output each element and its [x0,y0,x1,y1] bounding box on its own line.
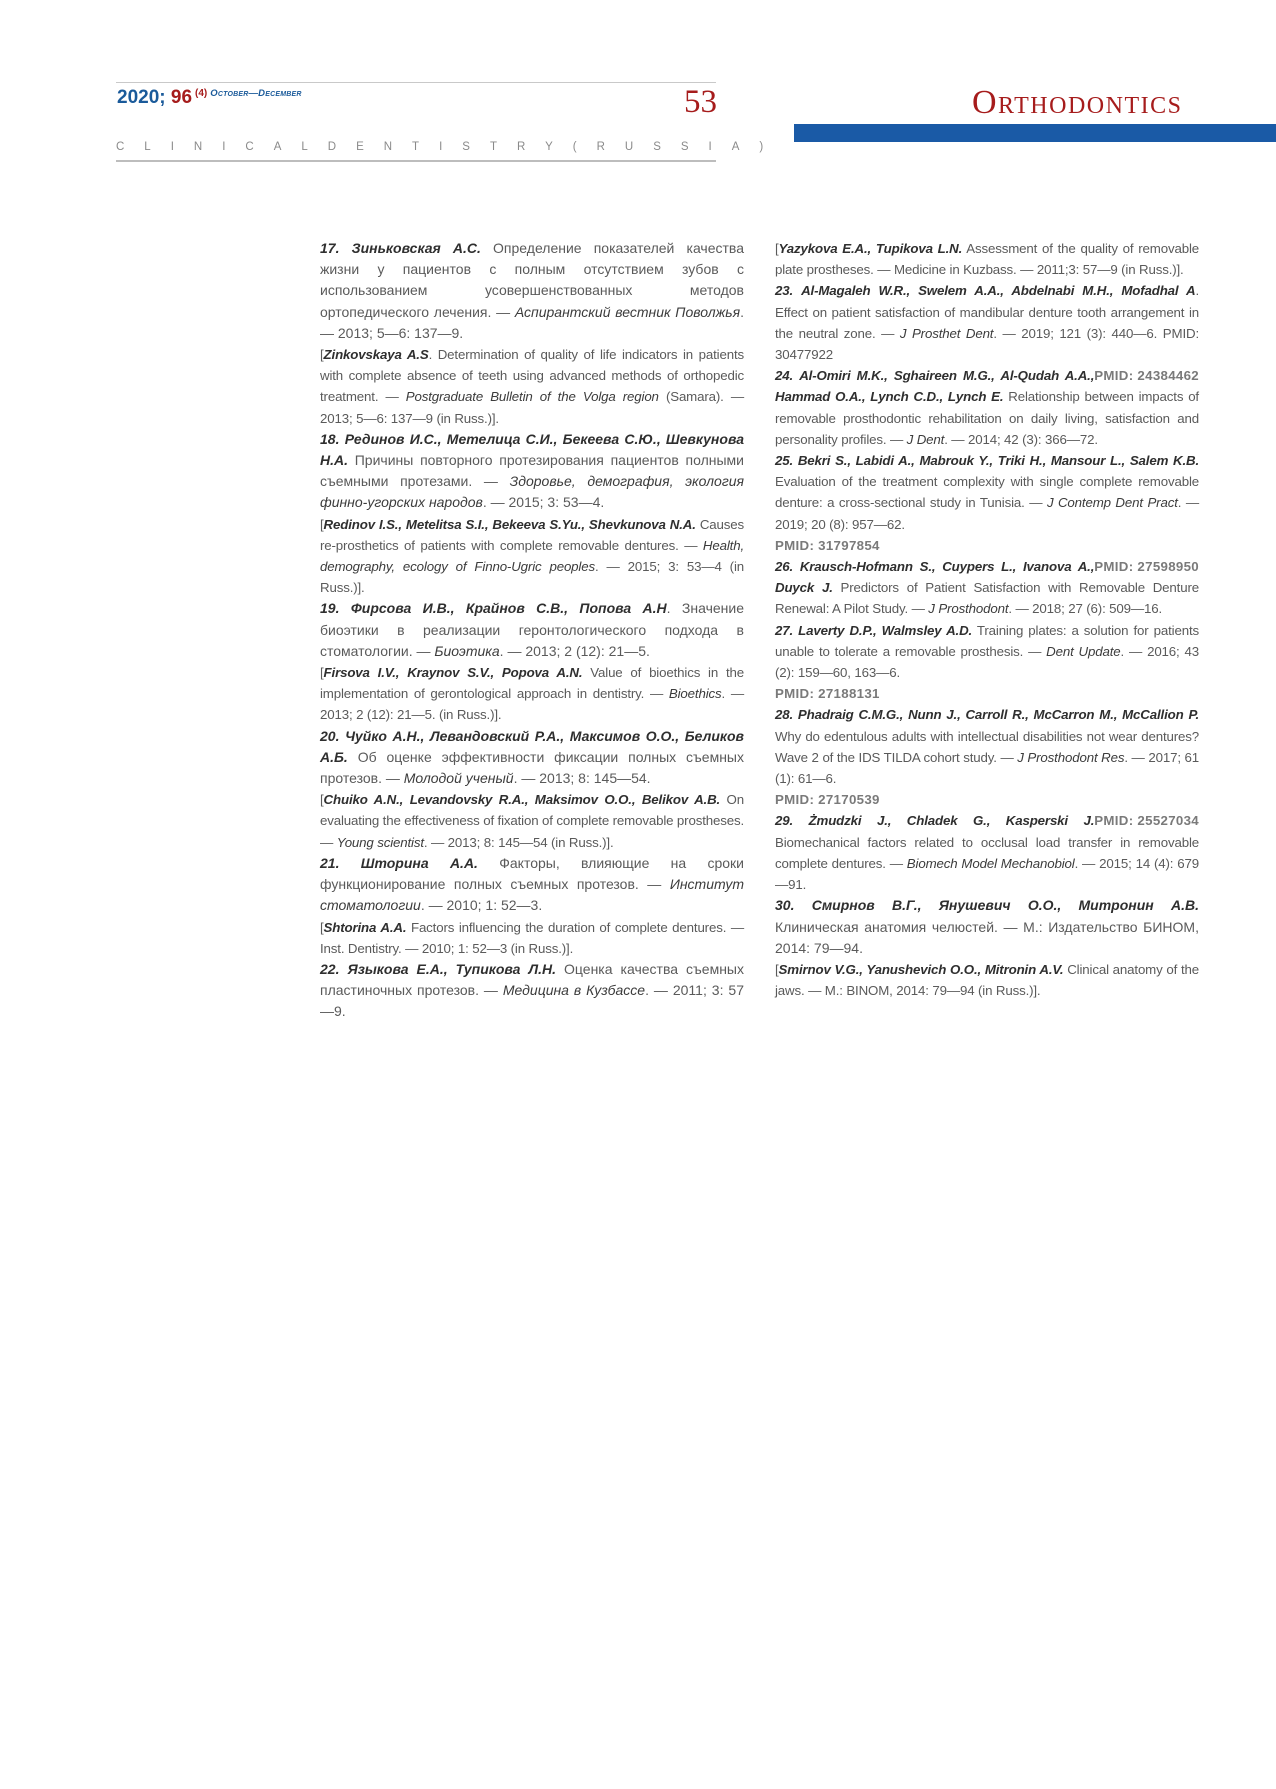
reference-authors: Bekri S., Labidi A., Mabrouk Y., Triki H., Mansour L., Salem K.B. [797,453,1199,469]
reference-source: Dent Update [1046,643,1121,659]
reference-authors: Фирсова И.В., Крайнов С.В., Попова А.Н [350,600,667,617]
reference-text: Клиническая анатомия челюстей. — М.: Издательство БИНОМ, 2014: 79—94. [775,918,1199,956]
header-bottom-rule [116,160,716,162]
reference-text: . Effect on patient satisfaction of mandibular denture tooth arrangement in the neutral zone. — [775,283,1200,341]
reference-entry [320,238,744,344]
reference-entry [320,959,744,1023]
reference-text: On evaluating the effectiveness of fixation of complete removable prostheses. — [320,792,745,850]
reference-source: Postgraduate Bulletin of the Volga region [405,389,659,405]
reference-entry [320,514,744,599]
reference-tail: . — 2018; 27 (6): 509—16. [1008,601,1163,617]
reference-number: 24. [775,368,794,384]
reference-number: 19. [320,600,340,617]
reference-number: 23. [775,283,794,299]
reference-tail: . — 2013; 5—6: 137—9. [320,303,744,341]
reference-tail: . — 2013; 2 (12): 21—5. (in Russ.)]. [320,686,744,723]
reference-authors: Шторина А.А. [360,854,478,871]
reference-entry [775,450,1199,556]
reference-bracket: [ [775,961,779,977]
reference-text: . Determination of quality of life indicators in patients with complete absence of teeth using advanced methods of orthopedic treatment. — [320,347,744,405]
reference-tail: . — 2015; 14 (4): 679—91. [775,855,1200,893]
reference-number: 27. [775,622,794,638]
reference-text: Why do edentulous adults with intellectual disabilities not wear dentures? Wave 2 of the IDS TILDA cohort study. — [775,728,1199,765]
reference-source: Аспирантский вестник Поволжья [514,303,741,320]
reference-authors: Зиньковская А.С. [351,240,481,256]
reference-number: 20. [320,727,340,744]
reference-text: Causes re-prosthetics of patients with complete removable dentures. — [320,516,745,553]
reference-pmid: PMID: 27188131 [775,686,880,702]
issue: (4) [195,87,208,99]
reference-entry [320,344,744,429]
reference-authors: Языкова Е.А., Тупикова Л.Н. [347,960,557,977]
reference-bracket: [ [775,241,779,256]
reference-authors: Смирнов В.Г., Янушевич О.О., Митронин А.В. [811,897,1199,914]
reference-entry [775,365,1199,450]
reference-entry [320,598,744,662]
reference-source: Young scientist [336,834,424,850]
reference-entry [775,280,1199,365]
reference-authors: Żmudzki J., Chladek G., Kasperski J. [808,813,1095,829]
reference-tail: . — 2013; 8: 145—54 (in Russ.)]. [423,834,614,850]
section-title: Orthodontics [972,84,1183,121]
reference-tail: . — 2019; 121 (3): 440—6. PMID: 30477922 [775,325,1199,363]
reference-entry [775,810,1199,895]
reference-source: Biomech Model Mechanobiol [906,855,1075,871]
reference-entry [775,704,1199,810]
reference-pmid: PMID: 27598950 [1094,559,1199,575]
reference-text: Определение показателей качества жизни у пациентов с полным отсутствием зубов с использованием усовершенствованных методов ортопедического лечения. — [320,240,744,320]
reference-source: Здоровье, демография, экология финно-угорских народов [320,473,744,511]
references-left-column [320,238,744,1023]
reference-number: 30. [775,897,795,914]
reference-tail: . — 2013; 2 (12): 21—5. [499,642,650,659]
volume: 96 [170,87,193,108]
reference-text: Biomechanical factors related to occlusal load transfer in removable complete dentures. — [775,834,1199,871]
reference-tail: . — 2014; 42 (3): 366—72. [944,431,1098,447]
reference-authors: Krausch-Hofmann S., Cuypers L., Ivanova A., Duyck J. [775,559,1095,596]
reference-text: Причины повторного протезирования пациентов полными съемными протезами. — [320,452,744,490]
reference-text: Об оценке эффективности фиксации полных съемных протезов. — [320,748,744,787]
reference-authors: Smirnov V.G., Yanushevich O.O., Mitronin A.V. [778,961,1064,977]
reference-pmid: PMID: 25527034 [1094,813,1199,829]
reference-tail: . — 2017; 61 (1): 61—6. [775,749,1199,787]
reference-tail: (Samara). — 2013; 5—6: 137—9 (in Russ.)]. [320,389,744,426]
reference-text: Assessment of the quality of removable plate prostheses. — Medicine in Kuzbass. — 2011;3: 57—9 (in Russ.)]. [775,241,1199,278]
reference-tail: . — 2015; 3: 53—4 (in Russ.)]. [320,559,744,596]
reference-tail: . — 2015; 3: 53—4. [482,494,605,511]
reference-number: 25. [775,453,794,469]
reference-authors: Redinov I.S., Metelitsa S.I., Bekeeva S.Yu., Shevkunova N.A. [323,516,696,532]
journal-name [116,141,784,154]
reference-number: 28. [775,707,794,723]
reference-authors: Chuiko A.N., Levandovsky R.A., Maksimov O.O., Belikov A.B. [323,792,721,808]
reference-source: J Prosthodont Res [1017,749,1125,765]
reference-tail: . — 2019; 20 (8): 957—62. [775,495,1199,532]
reference-source: Bioethics [668,686,722,702]
reference-authors: Yazykova E.A., Tupikova L.N. [778,241,963,256]
reference-source: Молодой ученый [403,770,514,787]
reference-entry [320,789,744,853]
reference-authors: Laverty D.P., Walmsley A.D. [798,622,973,638]
reference-bracket: [ [320,665,324,681]
reference-text: Training plates: a solution for patients unable to tolerate a removable prosthesis. — [775,622,1199,659]
reference-authors: Shtorina A.A. [323,919,407,935]
journal-word-1: CLINICAL [116,141,328,153]
reference-number: 21. [320,854,340,871]
reference-tail: . — 2010; 1: 52—3. [420,897,543,914]
reference-text: Clinical anatomy of the jaws. — M.: BINOM, 2014: 79—94 (in Russ.)]. [775,961,1200,999]
page-number: 53 [684,84,717,120]
reference-authors: Чуйко А.Н., Левандовский Р.А., Максимов О.О., Беликов А.Б. [320,727,745,765]
year: 2020; [117,87,166,108]
reference-bracket: [ [320,347,324,363]
section-color-bar [794,124,1276,142]
reference-bracket: [ [320,919,324,935]
reference-authors: Al-Magaleh W.R., Swelem A.A., Abdelnabi M.H., Mofadhal A [801,283,1196,299]
reference-text: Relationship between impacts of removable prosthodontic rehabilitation on daily living, satisfaction and personality profiles. — [775,389,1199,447]
reference-source: J Prosthodont [928,601,1009,617]
references-right-column [775,238,1199,1001]
reference-number: 18. [320,430,340,447]
reference-pmid: PMID: 24384462 [1094,368,1199,384]
reference-entry [775,556,1199,620]
reference-pmid: PMID: 31797854 [775,537,880,553]
reference-authors: Phadraig C.M.G., Nunn J., Carroll R., McCarron M., McCallion P. [797,707,1199,723]
reference-text: Evaluation of the treatment complexity with single complete removable denture: a cross-sectional study in Tunisia. — [775,474,1199,511]
reference-source: J Prosthet Dent [899,325,994,341]
reference-number: 29. [775,813,794,829]
reference-entry [320,429,744,514]
reference-text: Value of bioethics in the implementation of gerontological approach in dentistry. — [320,665,745,702]
reference-entry [775,959,1199,1001]
reference-source: Институт стоматологии [320,876,744,914]
reference-authors: Zinkovskaya A.S [323,347,429,363]
reference-tail: . — 2013; 8: 145—54. [513,770,651,787]
reference-entry [320,917,744,959]
reference-entry [320,662,744,726]
reference-entry [775,238,1199,280]
reference-text: Факторы, влияющие на сроки функционирование полных съемных протезов. — [320,854,744,893]
reference-source: Медицина в Кузбассе [502,982,646,999]
header-top-rule [116,82,716,83]
reference-text: Factors influencing the duration of complete dentures. — Inst. Dentistry. — 2010; 1: 52—3 (in Russ.)]. [320,919,744,956]
reference-entry [775,620,1199,705]
reference-tail: . — 2011; 3: 57—9. [320,982,744,1020]
issue-citation [117,88,302,107]
reference-tail: . — 2016; 43 (2): 159—60, 163—6. [775,643,1199,681]
reference-source: J Dent [906,431,945,447]
reference-pmid: PMID: 27170539 [775,792,880,808]
period: October—December [210,87,302,99]
reference-entry [320,726,744,790]
reference-entry [320,853,744,917]
reference-authors: Рединов И.С., Метелица С.И., Бекеева С.Ю., Шевкунова Н.А. [320,430,745,469]
reference-text: . Значение биоэтики в реализации геронтологического подхода в стоматологии. — [320,600,745,659]
reference-authors: Firsova I.V., Kraynov S.V., Popova A.N. [323,665,583,681]
journal-word-2: DENTISTRY [327,141,573,153]
reference-number: 17. [320,240,340,256]
reference-source: Биоэтика [434,642,500,659]
reference-bracket: [ [320,516,324,532]
reference-source: J Contemp Dent Pract [1046,495,1178,511]
reference-number: 26. [775,559,794,575]
reference-bracket: [ [320,792,324,808]
reference-text: Оценка качества съемных пластиночных протезов. — [320,960,744,999]
reference-authors: Al-Omiri M.K., Sghaireen M.G., Al-Qudah A.A., Hammad O.A., Lynch C.D., Lynch E. [775,368,1095,405]
reference-number: 22. [320,960,340,977]
reference-text: Predictors of Patient Satisfaction with Removable Denture Renewal: A Pilot Study. — [775,580,1199,617]
reference-source: Health, demography, ecology of Finno-Ugric peoples [320,537,744,575]
journal-word-3: (RUSSIA) [572,141,784,153]
reference-entry [775,895,1199,959]
